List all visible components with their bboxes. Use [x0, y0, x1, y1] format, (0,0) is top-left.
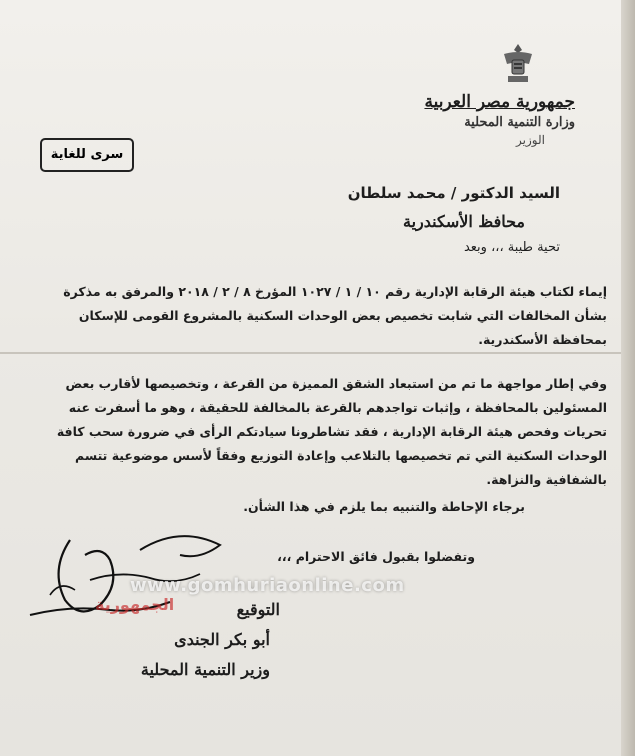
body-paragraph-2: وفي إطار مواجهة ما تم من استبعاد الشقق المميزة من القرعة ، وتخصيصها لأقارب بعض المسئولين بالمحافظة ، وإثبات تواجدهم بالقرعة بالمخالفة للحقيقة ، وهو ما أسفرت عنه تحريات وفحص هيئة الرقابة الإدارية ، فقد تشاطرونا سيادتكم الرأى في ضرورة سحب كافة الوحدات السكنية التي تم تخصيصها بالتلاعب وإعادة التوزيع وفقاً لأسس موضوعية تتسم بالشفافية والنزاهة. — [56, 376, 607, 487]
ministry-name: وزارة التنمية المحلية — [464, 115, 575, 130]
page-fold-line — [0, 352, 622, 354]
signatory-name: أبو بكر الجندى — [174, 630, 270, 649]
body-paragraph-1: إيماء لكتاب هيئة الرقابة الإدارية رقم ١٠ / ١ / ١٠٢٧ المؤرخ ٨ / ٢ / ٢٠١٨ والمرفق به مذكرة بشأن المخالفات التي شابت تخصيص بعض الوحدات السكنية بالمشروع القومى للإسكان بمحافظة الأسكندرية. — [63, 284, 607, 347]
eagle-emblem-icon — [500, 40, 536, 88]
recipient-title: محافظ الأسكندرية — [403, 212, 525, 231]
minister-office: الوزير — [516, 133, 545, 147]
watermark-brand: الجمهورية — [95, 595, 175, 614]
paper-edge — [621, 0, 635, 756]
body-paragraph-3: برجاء الإحاطة والتنبيه بما يلزم في هذا الشأن. — [243, 499, 525, 514]
signatory-role: وزير التنمية المحلية — [140, 660, 270, 679]
letterhead — [375, 90, 575, 148]
recipient-salutation: السيد الدكتور / محمد سلطان — [347, 184, 560, 202]
classification-badge: سرى للغاية — [40, 138, 134, 172]
signature-label: التوقيع — [236, 600, 280, 619]
greeting-line: تحية طيبة ،،، وبعد — [463, 240, 560, 255]
watermark-url: www.gomhuriaonline.com — [130, 575, 405, 596]
closing-line: وتفضلوا بقبول فائق الاحترام ،،، — [277, 549, 475, 564]
country-name: جمهورية مصر العربية — [424, 92, 575, 112]
